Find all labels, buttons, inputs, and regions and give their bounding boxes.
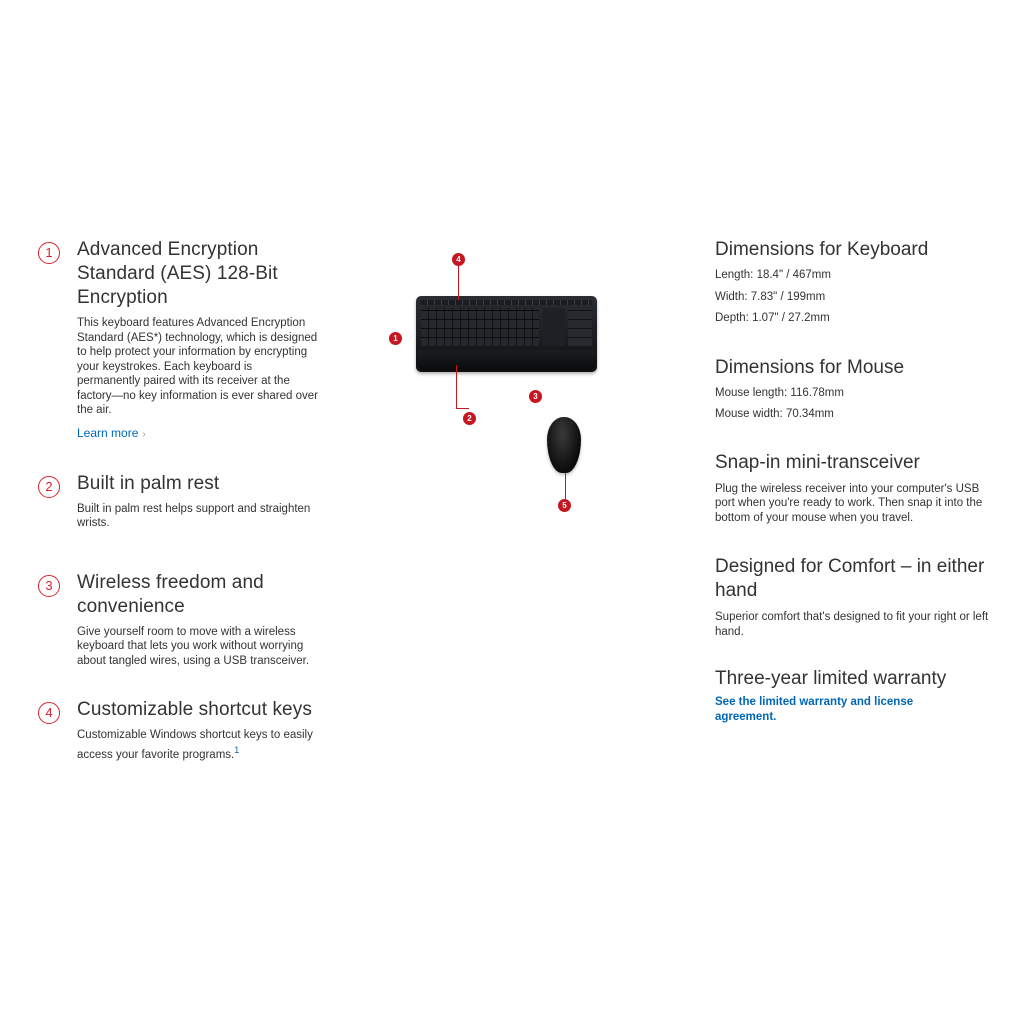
feature-body: Built in palm rest helps support and straighten wrists.: [77, 502, 311, 529]
feature-title: Wireless freedom and convenience: [77, 571, 264, 617]
feature-body: This keyboard features Advanced Encryption Standard (AES*) technology, which is designed to help protect your information by encrypting your keystrokes. Each keyboard is permanently paired with its receiver at the factory—no key information is ever shared over the air.: [77, 317, 318, 416]
learn-more-link[interactable]: [77, 426, 146, 440]
spec-line: Depth: 1.07" / 27.2mm: [715, 312, 830, 324]
specs-column: [715, 238, 990, 724]
spec-title: Dimensions for Mouse: [715, 356, 905, 378]
footnote-link[interactable]: 1: [234, 744, 240, 755]
warranty-link[interactable]: See the limited warranty and license agreement.: [715, 696, 914, 723]
number-badge-1: 1: [38, 242, 60, 264]
number-badge-2: 2: [38, 476, 60, 498]
feature-shortcut-keys: [38, 698, 318, 762]
product-image: [380, 245, 620, 525]
callout-3[interactable]: 3: [529, 390, 542, 403]
callout-leader-5: [565, 473, 566, 499]
callout-leader-2b: [457, 408, 469, 409]
spec-comfort: [715, 555, 990, 639]
callout-leader-4: [458, 266, 459, 300]
feature-palm-rest: [38, 472, 318, 531]
learn-more-label: Learn more: [77, 425, 139, 440]
spec-title: Snap-in mini-transceiver: [715, 451, 920, 473]
spec-line: Width: 7.83" / 199mm: [715, 290, 826, 303]
callout-5[interactable]: 5: [558, 499, 571, 512]
spec-title: Three-year limited warranty: [715, 668, 947, 689]
spec-warranty: [715, 667, 990, 724]
feature-aes-encryption: [38, 238, 318, 442]
spec-title: Dimensions for Keyboard: [715, 239, 929, 260]
spec-transceiver: [715, 451, 990, 526]
mouse-image: [547, 417, 581, 473]
feature-body: Give yourself room to move with a wireless keyboard that lets you work without worrying about tangled wires, using a USB transceiver.: [77, 625, 310, 667]
callout-4[interactable]: 4: [452, 253, 465, 266]
keyboard-image: [416, 296, 597, 372]
feature-title: Customizable shortcut keys: [77, 699, 312, 720]
feature-body-text: Customizable Windows shortcut keys to easily access your favorite programs.: [77, 729, 313, 761]
spec-title: Designed for Comfort – in either hand: [715, 556, 985, 601]
feature-body: [77, 728, 318, 762]
feature-title: Built in palm rest: [77, 472, 220, 494]
features-column: [38, 238, 318, 762]
callout-1[interactable]: 1: [389, 332, 402, 345]
feature-title: Advanced Encryption Standard (AES) 128-Bit Encryption: [77, 239, 278, 308]
spec-line: Mouse length: 116.78mm: [715, 386, 844, 399]
spec-line: Length: 18.4" / 467mm: [715, 269, 831, 281]
spec-body: Plug the wireless receiver into your computer's USB port when you're ready to work. Then snap it into the bottom of your mouse when you travel.: [715, 482, 983, 524]
spec-body: Superior comfort that's designed to fit your right or left hand.: [715, 611, 989, 638]
number-badge-4: 4: [38, 702, 60, 724]
feature-wireless: [38, 571, 318, 669]
callout-leader-2: [456, 365, 457, 409]
chevron-right-icon: ›: [142, 428, 146, 440]
number-badge-3: 3: [38, 575, 60, 597]
spec-mouse-dimensions: [715, 356, 990, 425]
spec-keyboard-dimensions: [715, 238, 990, 330]
callout-2[interactable]: 2: [463, 412, 476, 425]
spec-line: Mouse width: 70.34mm: [715, 407, 834, 420]
